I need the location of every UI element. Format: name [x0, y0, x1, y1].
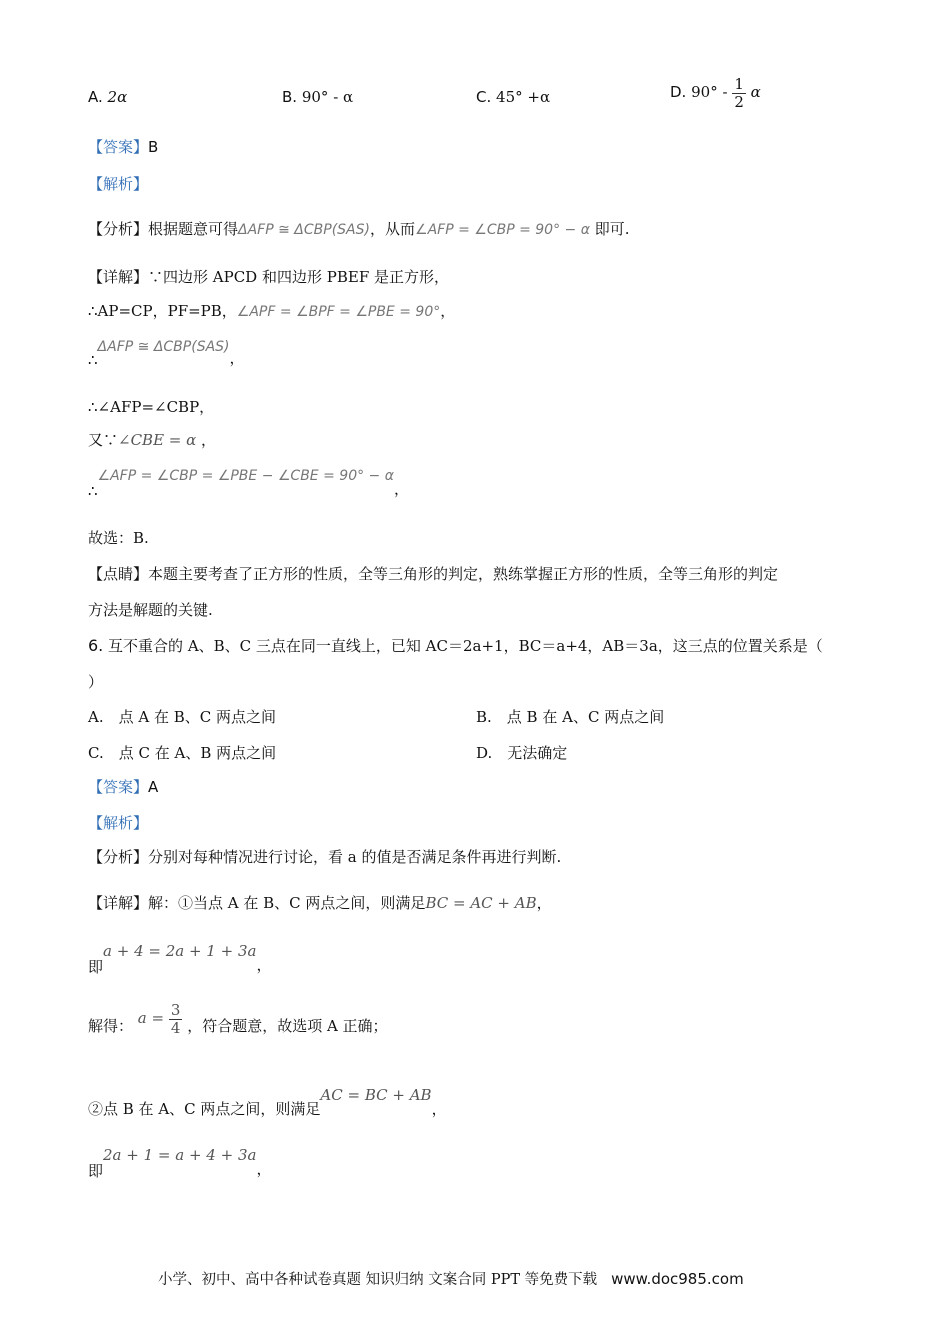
option-d: D. 90° - $\frac{1}{2}$ α: [670, 75, 761, 111]
q6-detail-line-5: 即2a + 1 = a + 4 + 3a，: [88, 1146, 272, 1180]
option-b: B. 90° - α: [282, 88, 354, 106]
q6-detail-line-1: 【详解】解：①当点 A 在 B、C 两点之间，则满足BC = AC + AB，: [88, 894, 552, 912]
detail-line-5: 又∵∠CBE = α ，: [88, 431, 217, 449]
answer-line: 【答案】B: [88, 138, 159, 156]
q6-option-a: A. 点 A 在 B、C 两点之间: [88, 708, 277, 726]
detail-line-1: 【详解】∵四边形 APCD 和四边形 PBEF 是正方形，: [88, 268, 449, 286]
comment-line-1: 【点睛】本题主要考查了正方形的性质，全等三角形的判定，熟练掌握正方形的性质，全等三角形的判定: [88, 565, 779, 583]
option-c: C. 45° +α: [476, 88, 551, 106]
option-a: A. 2α: [88, 88, 128, 106]
detail-line-4: ∴∠AFP=∠CBP，: [88, 398, 215, 416]
q6-option-c: C. 点 C 在 A、B 两点之间: [88, 744, 277, 762]
q6-analysis-tag: 【解析】: [88, 814, 149, 832]
fraction-half: $\frac{1}{2}$: [734, 75, 744, 111]
q6-option-b: B. 点 B 在 A、C 两点之间: [476, 708, 665, 726]
q6-detail-line-4: ②点 B 在 A、C 两点之间，则满足AC = BC + AB，: [88, 1086, 447, 1118]
footer: 小学、初中、高中各种试卷真题 知识归纳 文案合同 PPT 等免费下载 www.doc985.com: [158, 1270, 744, 1288]
detail-line-2: ∴AP=CP，PF=PB，∠APF = ∠BPF = ∠PBE = 90°，: [88, 302, 456, 320]
comment-line-2: 方法是解题的关键.: [88, 601, 213, 619]
fraction-three-quarters: $\frac{3}{4}$: [170, 1001, 181, 1037]
detail-line-6: ∴∠AFP = ∠CBP = ∠PBE − ∠CBE = 90° − α，: [88, 468, 409, 500]
detail-line-3: ∴ΔAFP ≅ ΔCBP(SAS)，: [88, 339, 245, 369]
q6-detail-line-2: 即a + 4 = 2a + 1 + 3a，: [88, 942, 272, 976]
q6-answer-line: 【答案】A: [88, 778, 159, 796]
q6-stem-line-1: 6. 互不重合的 A、B、C 三点在同一直线上，已知 AC＝2a+1，BC＝a+4，AB＝3a，这三点的位置关系是（: [88, 636, 823, 655]
choose-line: 故选：B.: [88, 529, 149, 547]
fenxi-line: 【分析】根据题意可得ΔAFP ≅ ΔCBP(SAS)，从而∠AFP = ∠CBP = 90° − α 即可.: [88, 220, 630, 238]
q6-fenxi-line: 【分析】分别对每种情况进行讨论，看 a 的值是否满足条件再进行判断.: [88, 848, 562, 866]
analysis-tag: 【解析】: [88, 175, 149, 193]
q6-detail-line-3: 解得： a = $\frac{3}{4}$ ，符合题意，故选项 A 正确；: [88, 1001, 388, 1037]
q6-stem-line-2: ）: [88, 673, 104, 691]
q6-option-d: D. 无法确定: [476, 744, 568, 762]
footer-url[interactable]: www.doc985.com: [611, 1270, 744, 1288]
